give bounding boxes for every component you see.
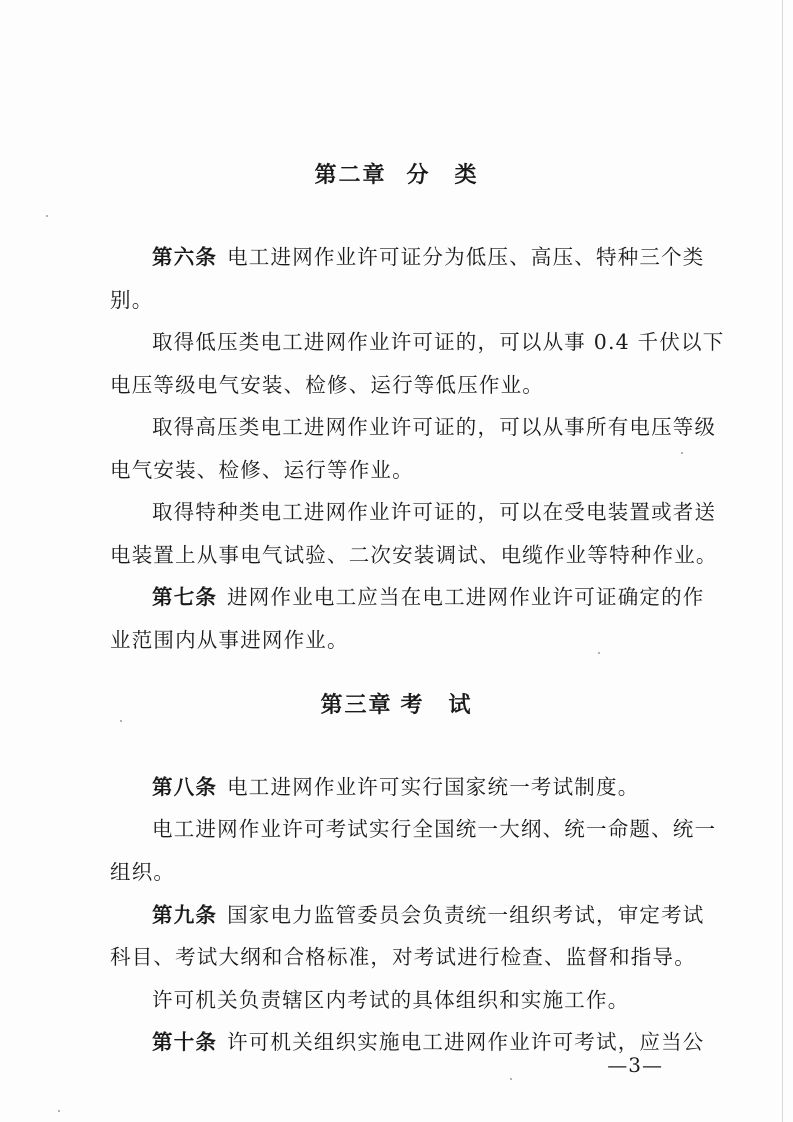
article-6-text-1: 电工进网作业许可证分为低压、高压、特种三个类 — [227, 245, 705, 269]
local-para-line-1: 许可机关负责辖区内考试的具体组织和实施工作。 — [152, 988, 630, 1012]
article-9-line-2: 科目、考试大纲和合格标准，对考试进行检查、监督和指导。 — [110, 945, 696, 969]
chapter-2-heading — [0, 158, 793, 189]
article-9-text-1: 国家电力监管委员会负责统一组织考试，审定考试 — [227, 903, 705, 927]
scan-speck — [46, 215, 48, 217]
article-7-line-2: 业范围内从事进网作业。 — [110, 628, 349, 652]
scan-speck — [598, 652, 600, 654]
scan-speck — [120, 720, 122, 722]
scan-speck — [681, 452, 683, 454]
article-6-line-1 — [152, 240, 705, 270]
chapter-3-title: 考 试 — [400, 692, 473, 718]
article-8-text-1: 电工进网作业许可实行国家统一考试制度。 — [227, 775, 640, 799]
article-7-label: 第七条 — [152, 585, 218, 609]
article-6-label: 第六条 — [152, 245, 218, 269]
special-para-line-1: 取得特种类电工进网作业许可证的，可以在受电装置或者送 — [152, 500, 717, 524]
chapter-2-title: 分 类 — [406, 162, 479, 188]
article-10-label: 第十条 — [152, 1030, 218, 1054]
article-8-line-1 — [152, 770, 639, 800]
article-6-line-2: 别。 — [110, 288, 154, 312]
chapter-3-prefix: 第三章 — [320, 692, 393, 718]
low-voltage-para-line-1: 取得低压类电工进网作业许可证的，可以从事 0.4 千伏以下 — [152, 330, 725, 354]
exam-para-line-1: 电工进网作业许可考试实行全国统一大纲、统一命题、统一 — [152, 817, 717, 841]
article-9-line-1 — [152, 898, 705, 928]
scan-speck — [58, 1110, 60, 1112]
high-voltage-para-line-1: 取得高压类电工进网作业许可证的，可以从事所有电压等级 — [152, 415, 717, 439]
article-7-text-1: 进网作业电工应当在电工进网作业许可证确定的作 — [227, 585, 705, 609]
page-number: —3— — [607, 1053, 663, 1077]
chapter-3-heading — [0, 688, 793, 719]
scan-speck — [510, 1078, 512, 1080]
article-10-line-1 — [152, 1025, 705, 1055]
low-voltage-para-line-2: 电压等级电气安装、检修、运行等低压作业。 — [110, 373, 544, 397]
high-voltage-para-line-2: 电气安装、检修、运行等作业。 — [110, 458, 414, 482]
article-7-line-1 — [152, 580, 705, 610]
article-9-label: 第九条 — [152, 903, 218, 927]
chapter-2-prefix: 第二章 — [314, 162, 387, 188]
article-10-text-1: 许可机关组织实施电工进网作业许可考试，应当公 — [227, 1030, 705, 1054]
article-8-label: 第八条 — [152, 775, 218, 799]
special-para-line-2: 电装置上从事电气试验、二次安装调试、电缆作业等特种作业。 — [110, 543, 718, 567]
exam-para-line-2: 组织。 — [110, 860, 176, 884]
